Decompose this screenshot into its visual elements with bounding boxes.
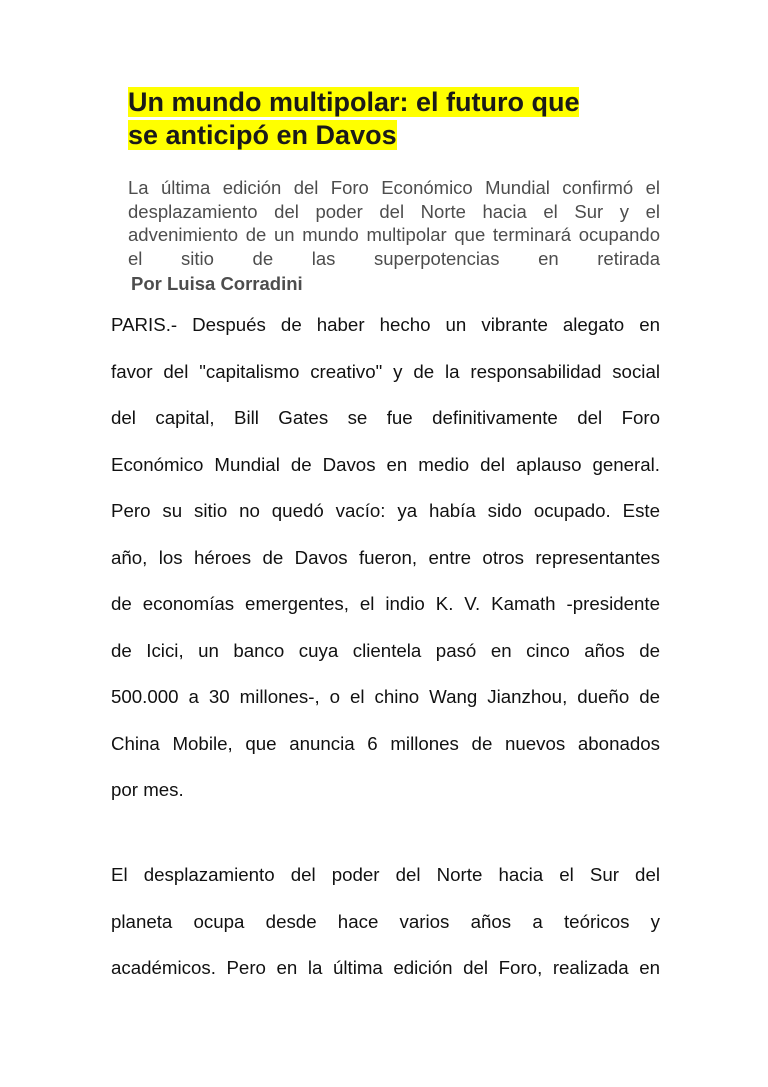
paragraph-line: Económico Mundial de Davos en medio del aplauso general.: [111, 453, 660, 475]
paragraph-line: por mes.: [111, 779, 184, 800]
paragraph-line: favor del "capitalismo creativo" y de la responsabilidad social: [111, 360, 660, 382]
paragraph-line: PARIS.- Después de haber hecho un vibrante alegato en: [111, 314, 660, 335]
paragraph-line: de Icici, un banco cuya clientela pasó en cinco años de: [111, 639, 660, 661]
paragraph-line: de economías emergentes, el indio K. V. Kamath -presidente: [111, 593, 660, 614]
paragraph-line: del capital, Bill Gates se fue definitivamente del Foro: [111, 407, 660, 428]
paragraph-line: año, los héroes de Davos fueron, entre otros representantes: [111, 546, 660, 568]
body-paragraph-2: [111, 852, 660, 992]
article-title: [128, 86, 648, 152]
article-title-line-2: se anticipó en Davos: [128, 120, 397, 150]
paragraph-line: Pero su sitio no quedó vacío: ya había sido ocupado. Este: [111, 500, 660, 521]
paragraph-line: El desplazamiento del poder del Norte hacia el Sur del: [111, 864, 660, 885]
paragraph-line: planeta ocupa desde hace varios años a teóricos y: [111, 910, 660, 932]
paragraph-line: académicos. Pero en la última edición del Foro, realizada en: [111, 957, 660, 978]
article-byline: Por Luisa Corradini: [131, 273, 303, 294]
paragraph-line: 500.000 a 30 millones-, o el chino Wang Jianzhou, dueño de: [111, 686, 660, 707]
paragraph-line: China Mobile, que anuncia 6 millones de nuevos abonados: [111, 732, 660, 754]
article-subtitle: La última edición del Foro Económico Mundial confirmó el desplazamiento del poder del Norte hacia el Sur y el advenimiento de un mundo multipolar que terminará ocupando el sitio de las superpotencias en retirada: [128, 177, 660, 269]
article-title-line-1: Un mundo multipolar: el futuro que: [128, 87, 580, 117]
body-paragraph-1: [111, 302, 660, 814]
